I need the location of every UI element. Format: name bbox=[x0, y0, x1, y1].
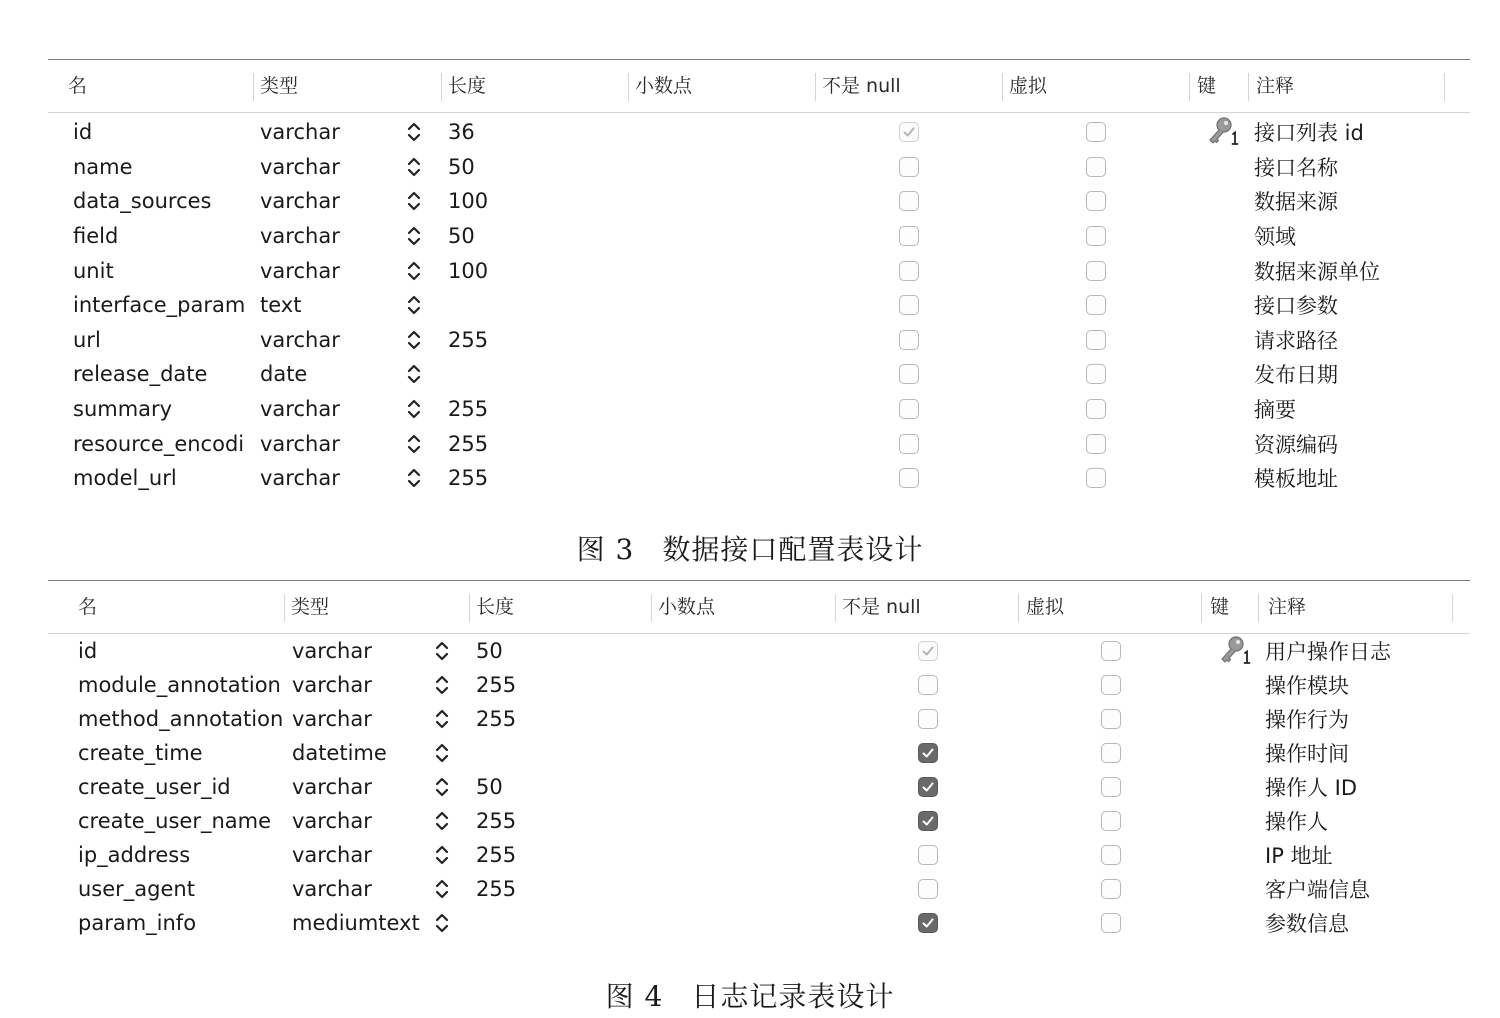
field-length[interactable] bbox=[448, 357, 568, 392]
field-name[interactable]: resource_encodi bbox=[73, 431, 245, 456]
field-name[interactable]: data_sources bbox=[73, 189, 212, 214]
table-row[interactable] bbox=[48, 323, 1470, 358]
field-comment[interactable]: 发布日期 bbox=[1254, 363, 1338, 388]
field-type[interactable]: varchar bbox=[292, 809, 372, 833]
field-type[interactable]: text bbox=[260, 293, 302, 318]
field-table-log-record bbox=[48, 580, 1470, 940]
field-length[interactable]: 255 bbox=[476, 707, 517, 731]
virtual-checkbox[interactable] bbox=[1101, 641, 1121, 661]
table-row[interactable] bbox=[48, 906, 1470, 940]
field-type[interactable]: varchar bbox=[260, 431, 340, 456]
field-name[interactable]: field bbox=[73, 224, 119, 249]
virtual-checkbox[interactable] bbox=[1086, 191, 1106, 211]
field-comment[interactable]: 操作人 bbox=[1265, 810, 1328, 834]
field-length[interactable]: 36 bbox=[448, 120, 475, 145]
field-type[interactable]: varchar bbox=[260, 258, 340, 283]
table-row[interactable] bbox=[48, 634, 1470, 668]
header-key[interactable]: 键 bbox=[1197, 75, 1217, 97]
field-comment[interactable]: 数据来源 bbox=[1254, 190, 1338, 215]
field-type[interactable]: varchar bbox=[292, 877, 372, 901]
not-null-checkbox[interactable] bbox=[899, 399, 919, 419]
not-null-checkbox[interactable] bbox=[899, 122, 919, 142]
up-down-stepper-icon[interactable] bbox=[434, 736, 450, 770]
up-down-stepper-icon[interactable] bbox=[406, 288, 422, 323]
field-comment[interactable]: 参数信息 bbox=[1265, 912, 1349, 936]
up-down-stepper-icon[interactable] bbox=[434, 668, 450, 702]
field-type[interactable]: varchar bbox=[260, 224, 340, 249]
table-row[interactable] bbox=[48, 736, 1470, 770]
field-length[interactable]: 255 bbox=[476, 877, 517, 901]
field-comment[interactable]: 数据来源单位 bbox=[1254, 259, 1380, 284]
field-type[interactable]: varchar bbox=[292, 707, 372, 731]
field-name[interactable]: param_info bbox=[78, 911, 197, 935]
field-comment[interactable]: 操作时间 bbox=[1265, 742, 1349, 766]
not-null-checkbox[interactable] bbox=[918, 675, 938, 695]
up-down-stepper-icon[interactable] bbox=[406, 426, 422, 461]
header-type[interactable]: 类型 bbox=[260, 75, 299, 97]
field-type[interactable]: varchar bbox=[260, 154, 340, 179]
field-type[interactable]: varchar bbox=[260, 189, 340, 214]
table-row[interactable] bbox=[48, 357, 1470, 392]
virtual-checkbox[interactable] bbox=[1101, 845, 1121, 865]
not-null-checkbox[interactable] bbox=[899, 295, 919, 315]
up-down-stepper-icon[interactable] bbox=[406, 461, 422, 496]
field-comment[interactable]: 操作行为 bbox=[1265, 708, 1349, 732]
header-divider bbox=[1452, 594, 1453, 622]
figure-caption-3 bbox=[0, 528, 1500, 568]
table-body bbox=[48, 634, 1470, 940]
field-length[interactable]: 50 bbox=[448, 154, 475, 179]
virtual-checkbox[interactable] bbox=[1101, 777, 1121, 797]
not-null-checkbox[interactable] bbox=[899, 157, 919, 177]
virtual-checkbox[interactable] bbox=[1101, 675, 1121, 695]
field-type[interactable]: date bbox=[260, 362, 308, 387]
field-name[interactable]: model_url bbox=[73, 466, 177, 491]
up-down-stepper-icon[interactable] bbox=[434, 838, 450, 872]
virtual-checkbox[interactable] bbox=[1086, 157, 1106, 177]
field-name[interactable]: id bbox=[73, 120, 93, 145]
not-null-checkbox[interactable] bbox=[899, 468, 919, 488]
field-type[interactable]: mediumtext bbox=[292, 911, 420, 935]
not-null-checkbox[interactable] bbox=[918, 811, 938, 831]
table-row[interactable] bbox=[48, 461, 1470, 496]
field-type[interactable]: varchar bbox=[292, 639, 372, 663]
header-type[interactable]: 类型 bbox=[291, 596, 330, 618]
virtual-checkbox[interactable] bbox=[1101, 743, 1121, 763]
virtual-checkbox[interactable] bbox=[1086, 434, 1106, 454]
up-down-stepper-icon[interactable] bbox=[406, 219, 422, 254]
field-comment[interactable]: 操作人 ID bbox=[1265, 776, 1358, 800]
virtual-checkbox[interactable] bbox=[1086, 364, 1106, 384]
field-length[interactable]: 255 bbox=[476, 673, 517, 697]
virtual-checkbox[interactable] bbox=[1086, 330, 1106, 350]
field-name[interactable]: module_annotation bbox=[78, 673, 281, 697]
field-comment[interactable]: 接口列表 id bbox=[1254, 121, 1364, 146]
table-row[interactable] bbox=[48, 872, 1470, 906]
field-length[interactable] bbox=[476, 906, 596, 940]
field-length[interactable]: 100 bbox=[448, 189, 489, 214]
not-null-checkbox[interactable] bbox=[899, 261, 919, 281]
table-row[interactable] bbox=[48, 668, 1470, 702]
field-table-interface-config bbox=[48, 59, 1470, 496]
field-comment[interactable]: 模板地址 bbox=[1254, 467, 1338, 492]
field-length[interactable]: 255 bbox=[448, 466, 489, 491]
header-decimal[interactable]: 小数点 bbox=[658, 596, 716, 618]
virtual-checkbox[interactable] bbox=[1086, 468, 1106, 488]
field-comment[interactable]: 操作模块 bbox=[1265, 674, 1349, 698]
table-row[interactable] bbox=[48, 702, 1470, 736]
caption-text: 日志记录表设计 bbox=[691, 980, 895, 1013]
field-length[interactable]: 100 bbox=[448, 258, 489, 283]
field-name[interactable]: name bbox=[73, 154, 133, 179]
primary-key-icon bbox=[1206, 116, 1242, 153]
header-virtual[interactable]: 虚拟 bbox=[1026, 596, 1065, 618]
table-row[interactable] bbox=[48, 804, 1470, 838]
virtual-checkbox[interactable] bbox=[1101, 913, 1121, 933]
table-row[interactable] bbox=[48, 770, 1470, 804]
not-null-checkbox[interactable] bbox=[918, 845, 938, 865]
field-length[interactable] bbox=[448, 288, 568, 323]
field-comment[interactable]: 资源编码 bbox=[1254, 432, 1338, 457]
caption-text: 数据接口配置表设计 bbox=[662, 533, 924, 566]
header-length[interactable]: 长度 bbox=[476, 596, 515, 618]
field-name[interactable]: interface_param bbox=[73, 293, 246, 318]
up-down-stepper-icon[interactable] bbox=[434, 770, 450, 804]
field-length[interactable]: 255 bbox=[448, 431, 489, 456]
virtual-checkbox[interactable] bbox=[1086, 295, 1106, 315]
up-down-stepper-icon[interactable] bbox=[406, 150, 422, 185]
field-comment[interactable]: IP 地址 bbox=[1265, 844, 1333, 868]
not-null-checkbox[interactable] bbox=[899, 330, 919, 350]
field-name[interactable]: unit bbox=[73, 258, 114, 283]
table-row[interactable] bbox=[48, 219, 1470, 254]
field-type[interactable]: varchar bbox=[292, 843, 372, 867]
field-length[interactable]: 255 bbox=[448, 327, 489, 352]
virtual-checkbox[interactable] bbox=[1101, 709, 1121, 729]
virtual-checkbox[interactable] bbox=[1086, 399, 1106, 419]
field-type[interactable]: varchar bbox=[260, 327, 340, 352]
header-comment[interactable]: 注释 bbox=[1268, 596, 1307, 618]
table-header bbox=[48, 59, 1470, 113]
not-null-checkbox[interactable] bbox=[899, 364, 919, 384]
caption-number: 图 4 bbox=[605, 980, 664, 1013]
field-comment[interactable]: 摘要 bbox=[1254, 398, 1296, 423]
field-name[interactable]: create_time bbox=[78, 741, 203, 765]
field-length[interactable]: 50 bbox=[476, 639, 503, 663]
header-divider bbox=[1444, 73, 1445, 101]
virtual-checkbox[interactable] bbox=[1086, 226, 1106, 246]
virtual-checkbox[interactable] bbox=[1101, 811, 1121, 831]
not-null-checkbox[interactable] bbox=[918, 743, 938, 763]
up-down-stepper-icon[interactable] bbox=[406, 323, 422, 358]
table-row[interactable] bbox=[48, 150, 1470, 185]
up-down-stepper-icon[interactable] bbox=[406, 392, 422, 427]
caption-number: 图 3 bbox=[576, 533, 635, 566]
not-null-checkbox[interactable] bbox=[918, 641, 938, 661]
field-type[interactable]: varchar bbox=[292, 775, 372, 799]
field-name[interactable]: url bbox=[73, 327, 101, 352]
field-comment[interactable]: 请求路径 bbox=[1254, 328, 1338, 353]
field-type[interactable]: varchar bbox=[260, 397, 340, 422]
virtual-checkbox[interactable] bbox=[1086, 122, 1106, 142]
not-null-checkbox[interactable] bbox=[899, 191, 919, 211]
table-header bbox=[48, 580, 1470, 634]
primary-key-icon bbox=[1218, 635, 1254, 672]
virtual-checkbox[interactable] bbox=[1101, 879, 1121, 899]
up-down-stepper-icon[interactable] bbox=[406, 115, 422, 150]
field-name[interactable]: create_user_name bbox=[78, 809, 272, 833]
up-down-stepper-icon[interactable] bbox=[434, 804, 450, 838]
field-name[interactable]: id bbox=[78, 639, 98, 663]
field-type[interactable]: datetime bbox=[292, 741, 387, 765]
field-name[interactable]: create_user_id bbox=[78, 775, 231, 799]
not-null-checkbox[interactable] bbox=[918, 709, 938, 729]
field-comment[interactable]: 接口名称 bbox=[1254, 155, 1338, 180]
field-name[interactable]: summary bbox=[73, 397, 173, 422]
header-not-null[interactable]: 不是 null bbox=[842, 596, 921, 618]
table-row[interactable] bbox=[48, 838, 1470, 872]
virtual-checkbox[interactable] bbox=[1086, 261, 1106, 281]
field-type[interactable]: varchar bbox=[260, 120, 340, 145]
up-down-stepper-icon[interactable] bbox=[434, 702, 450, 736]
up-down-stepper-icon[interactable] bbox=[434, 906, 450, 940]
table-row[interactable] bbox=[48, 392, 1470, 427]
field-length[interactable]: 50 bbox=[448, 224, 475, 249]
header-name[interactable]: 名 bbox=[68, 75, 88, 97]
table-row[interactable] bbox=[48, 115, 1470, 150]
header-key[interactable]: 键 bbox=[1210, 596, 1230, 618]
field-length[interactable]: 255 bbox=[476, 843, 517, 867]
header-decimal[interactable]: 小数点 bbox=[635, 75, 693, 97]
up-down-stepper-icon[interactable] bbox=[406, 184, 422, 219]
header-not-null[interactable]: 不是 null bbox=[822, 75, 901, 97]
field-type[interactable]: varchar bbox=[260, 466, 340, 491]
field-length[interactable] bbox=[476, 736, 596, 770]
field-length[interactable]: 50 bbox=[476, 775, 503, 799]
header-virtual[interactable]: 虚拟 bbox=[1009, 75, 1048, 97]
field-length[interactable]: 255 bbox=[476, 809, 517, 833]
table-row[interactable] bbox=[48, 288, 1470, 323]
field-comment[interactable]: 用户操作日志 bbox=[1265, 640, 1391, 664]
up-down-stepper-icon[interactable] bbox=[434, 872, 450, 906]
field-comment[interactable]: 接口参数 bbox=[1254, 294, 1338, 319]
field-name[interactable]: method_annotation bbox=[78, 707, 284, 731]
field-length[interactable]: 255 bbox=[448, 397, 489, 422]
up-down-stepper-icon[interactable] bbox=[434, 634, 450, 668]
header-name[interactable]: 名 bbox=[78, 596, 98, 618]
header-comment[interactable]: 注释 bbox=[1256, 75, 1295, 97]
not-null-checkbox[interactable] bbox=[918, 913, 938, 933]
field-name[interactable]: release_date bbox=[73, 362, 208, 387]
field-type[interactable]: varchar bbox=[292, 673, 372, 697]
figure-caption-4 bbox=[0, 975, 1500, 1015]
not-null-checkbox[interactable] bbox=[918, 777, 938, 797]
up-down-stepper-icon[interactable] bbox=[406, 253, 422, 288]
not-null-checkbox[interactable] bbox=[899, 434, 919, 454]
field-name[interactable]: ip_address bbox=[78, 843, 191, 867]
table-row[interactable] bbox=[48, 184, 1470, 219]
field-name[interactable]: user_agent bbox=[78, 877, 195, 901]
up-down-stepper-icon[interactable] bbox=[406, 357, 422, 392]
not-null-checkbox[interactable] bbox=[899, 226, 919, 246]
table-row[interactable] bbox=[48, 426, 1470, 461]
field-comment[interactable]: 客户端信息 bbox=[1265, 878, 1370, 902]
table-body bbox=[48, 113, 1470, 496]
table-row[interactable] bbox=[48, 253, 1470, 288]
header-length[interactable]: 长度 bbox=[448, 75, 487, 97]
not-null-checkbox[interactable] bbox=[918, 879, 938, 899]
field-comment[interactable]: 领域 bbox=[1254, 225, 1296, 250]
